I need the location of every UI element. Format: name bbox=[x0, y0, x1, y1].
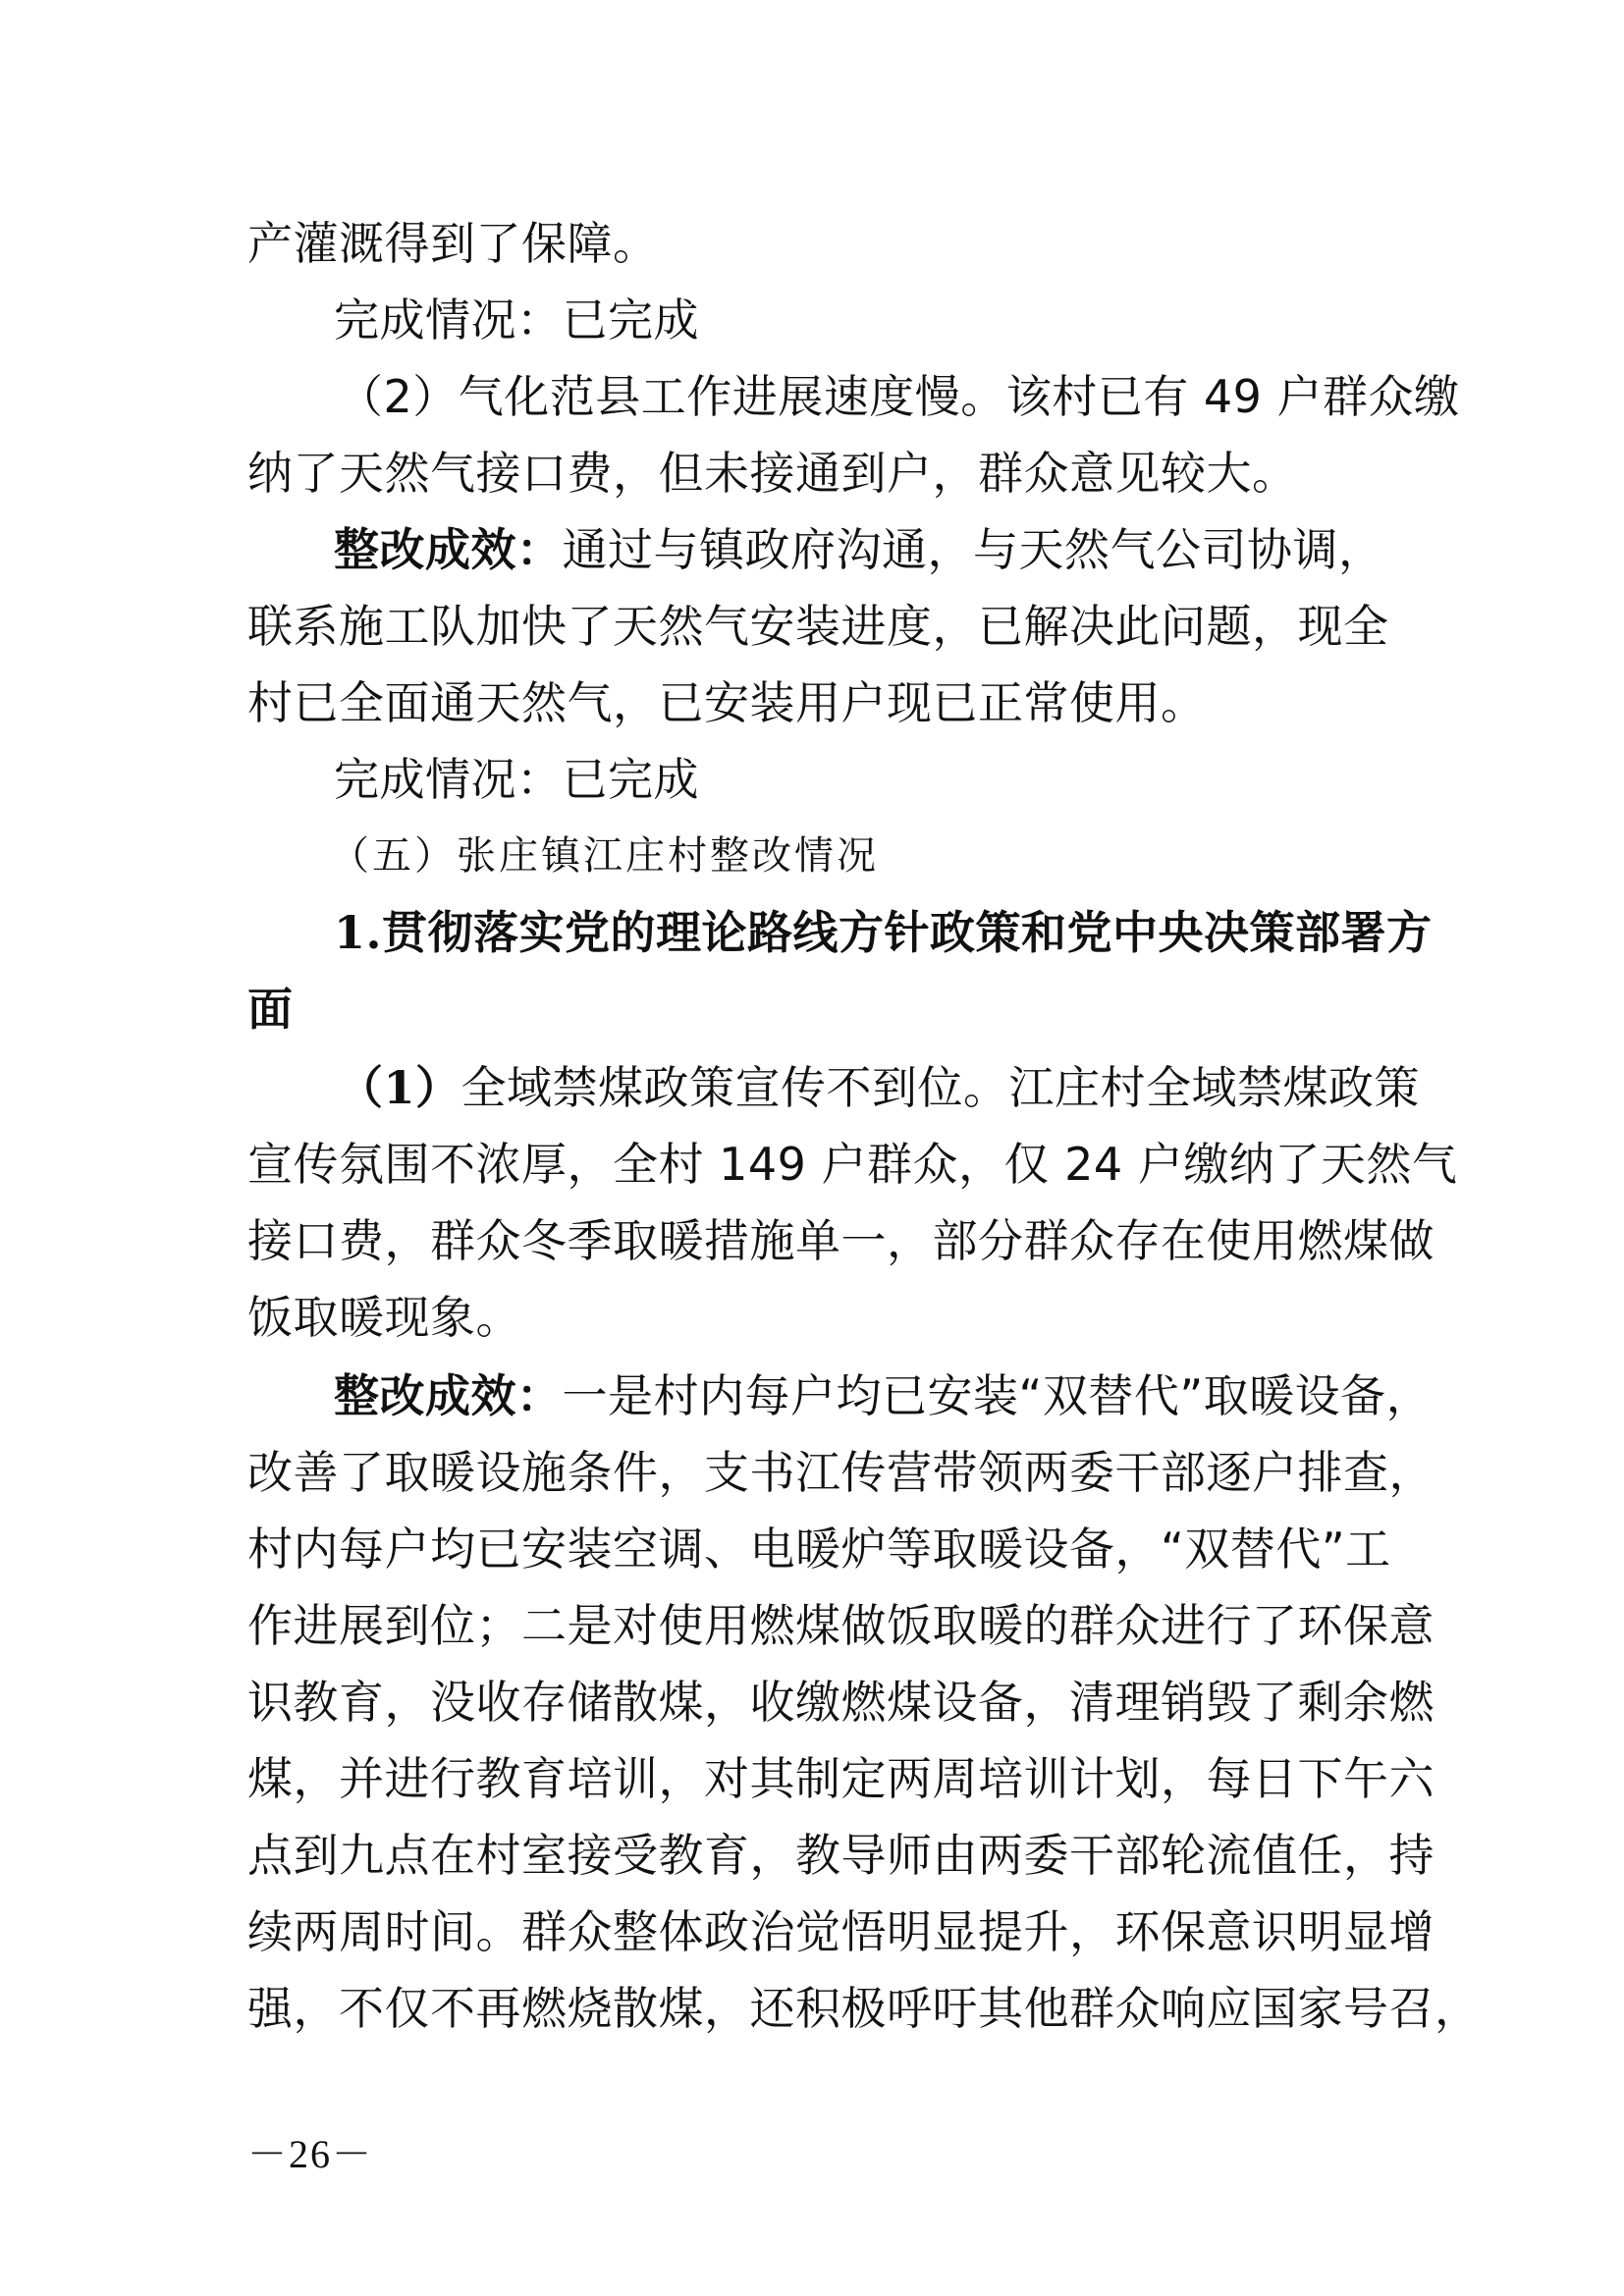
paragraph-line: 村已全面通天然气，已安装用户现已正常使用。 bbox=[247, 676, 1207, 729]
rectification-label: 整改成效： bbox=[334, 1369, 563, 1422]
completion-status-line: 完成情况：已完成 bbox=[334, 753, 699, 806]
issue-line: 接口费，群众冬季取暖措施单一，部分群众存在使用燃煤做 bbox=[247, 1214, 1435, 1267]
issue-text: 全域禁煤政策宣传不到位。江庄村全域禁煤政策 bbox=[460, 1061, 1421, 1114]
issue-line: 宣传氛围不浓厚，全村 149 户群众，仅 24 户缴纳了天然气 bbox=[247, 1138, 1458, 1191]
rectification-line bbox=[334, 520, 1473, 579]
completion-status-line: 完成情况：已完成 bbox=[334, 294, 699, 347]
issue-line bbox=[338, 1058, 1477, 1117]
subsection-heading: 面 bbox=[247, 983, 294, 1036]
rectification-label: 整改成效： bbox=[334, 523, 563, 576]
page-number: －26－ bbox=[247, 2132, 373, 2176]
paragraph-line: 点到九点在村室接受教育，教导师由两委干部轮流值任，持 bbox=[247, 1829, 1435, 1882]
issue-line: （2）气化范县工作进展速度慢。该村已有 49 户群众缴 bbox=[338, 370, 1460, 423]
paragraph-line: 产灌溉得到了保障。 bbox=[247, 217, 659, 270]
paragraph-line: 强，不仅不再燃烧散煤，还积极呼吁其他群众响应国家号召， bbox=[247, 1982, 1481, 2035]
section-heading: （五）张庄镇江庄村整改情况 bbox=[330, 833, 879, 879]
paragraph-line: 作进展到位；二是对使用燃煤做饭取暖的群众进行了环保意 bbox=[247, 1599, 1435, 1652]
paragraph-line: 识教育，没收存储散煤，收缴燃煤设备，清理销毁了剩余燃 bbox=[247, 1676, 1435, 1729]
paragraph-line: 联系施工队加快了天然气安装进度，已解决此问题，现全 bbox=[247, 600, 1389, 653]
issue-line: 饭取暖现象。 bbox=[247, 1291, 521, 1344]
paragraph-line: 续两周时间。群众整体政治觉悟明显提升，环保意识明显增 bbox=[247, 1905, 1435, 1958]
item-number: （1） bbox=[338, 1061, 461, 1114]
paragraph-line: 改善了取暖设施条件，支书江传营带领两委干部逐户排查， bbox=[247, 1446, 1435, 1499]
rectification-line bbox=[334, 1366, 1473, 1425]
subsection-heading: 1.贯彻落实党的理论路线方针政策和党中央决策部署方 bbox=[334, 906, 1433, 959]
paragraph-line: 村内每户均已安装空调、电暖炉等取暖设备，“双替代”工 bbox=[247, 1522, 1391, 1575]
rectification-text: 通过与镇政府沟通，与天然气公司协调， bbox=[562, 523, 1384, 576]
rectification-text: 一是村内每户均已安装“双替代”取暖设备， bbox=[562, 1369, 1433, 1422]
paragraph-line: 煤，并进行教育培训，对其制定两周培训计划，每日下午六 bbox=[247, 1752, 1435, 1805]
issue-line: 纳了天然气接口费，但未接通到户，群众意见较大。 bbox=[247, 447, 1298, 500]
